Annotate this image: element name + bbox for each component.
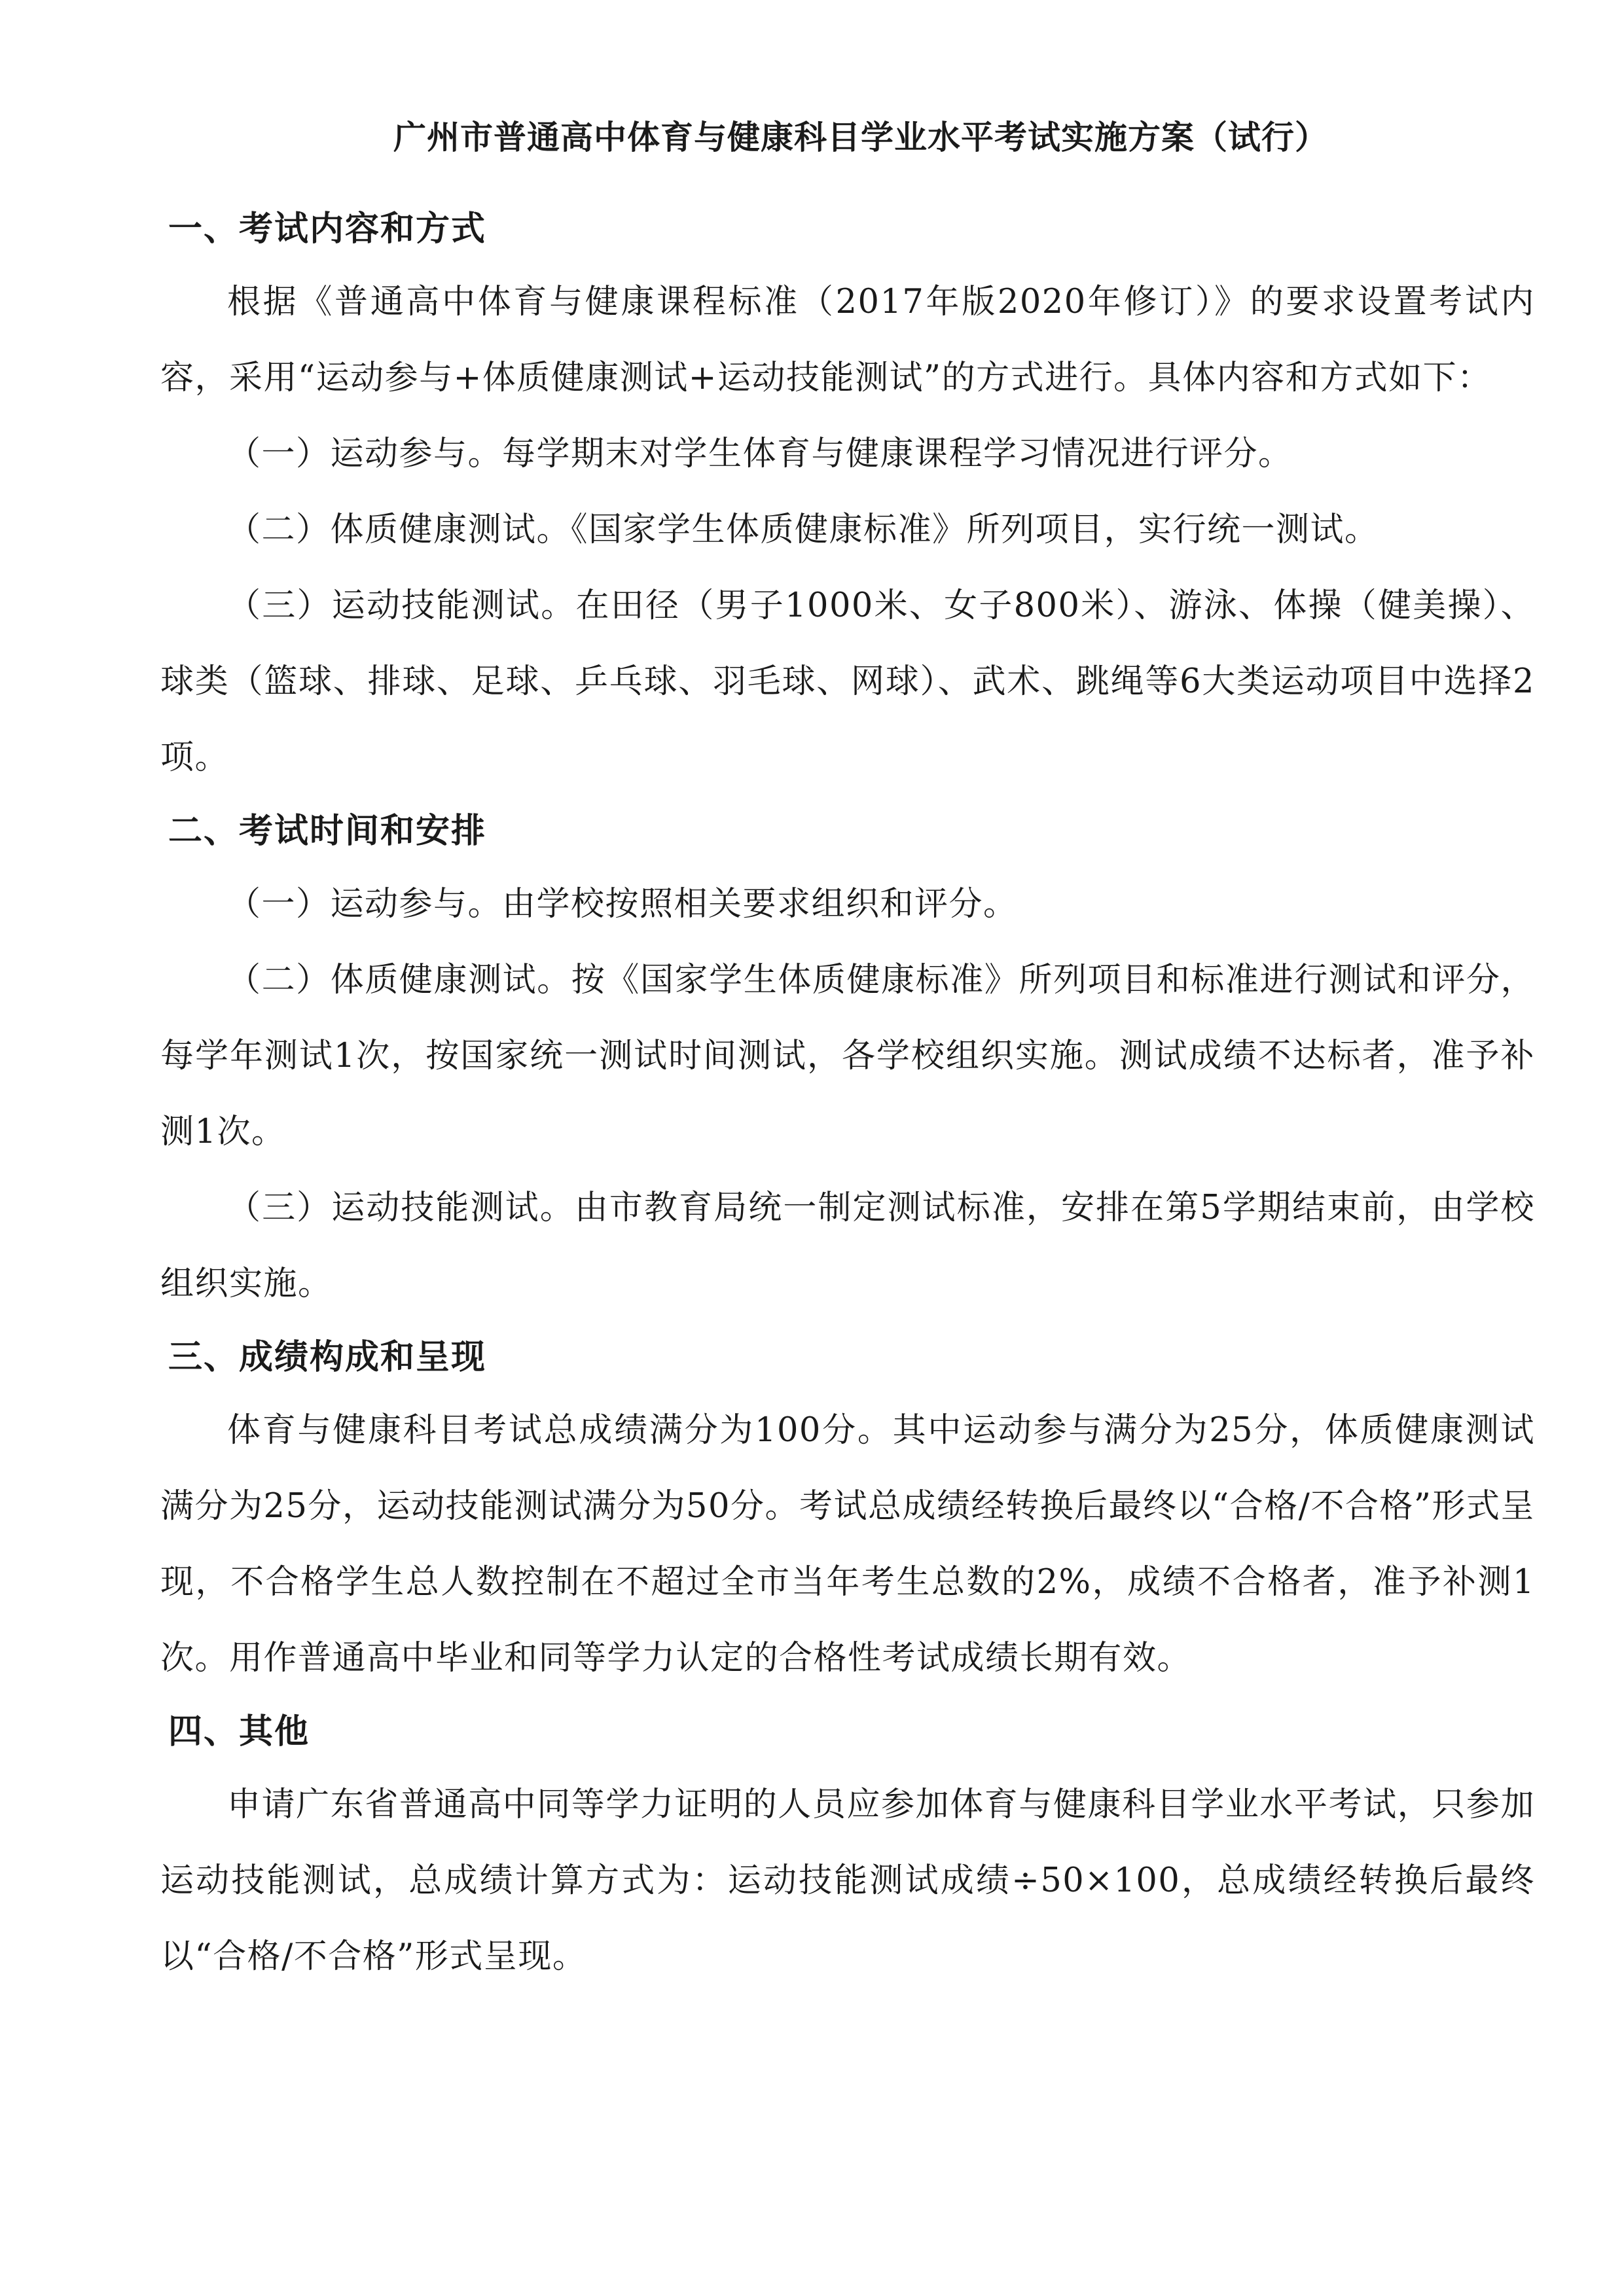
paragraph: 申请广东省普通高中同等学力证明的人员应参加体育与健康科目学业水平考试，只参加运动技能测试，总成绩计算方式为：运动技能测试成绩÷50×100，总成绩经转换后最终以“合格/不合格”形式呈现。 bbox=[160, 1785, 1535, 1976]
section-heading: 三、成绩构成和呈现 bbox=[168, 1338, 487, 1377]
list-item: （三）运动技能测试。在田径（男子1000米、女子800米）、游泳、体操（健美操）、球类（篮球、排球、足球、乒乓球、羽毛球、网球）、武术、跳绳等6大类运动项目中选择2项。 bbox=[160, 586, 1535, 777]
paragraph: 体育与健康科目考试总成绩满分为100分。其中运动参与满分为25分，体质健康测试满分为25分，运动技能测试满分为50分。考试总成绩经转换后最终以“合格/不合格”形式呈现，不合格学生总人数控制在不超过全市当年考生总数的2%，成绩不合格者，准予补测1次。用作普通高中毕业和同等学力认定的合格性考试成绩长期有效。 bbox=[160, 1411, 1535, 1677]
section-heading: 一、考试内容和方式 bbox=[168, 209, 487, 249]
list-item: （二）体质健康测试。按《国家学生体质健康标准》所列项目和标准进行测试和评分，每学年测试1次，按国家统一测试时间测试，各学校组织实施。测试成绩不达标者，准予补测1次。 bbox=[160, 961, 1535, 1151]
document-page bbox=[160, 111, 1535, 1995]
list-item: （一）运动参与。每学期末对学生体育与健康课程学习情况进行评分。 bbox=[227, 435, 1293, 473]
section-exam-schedule bbox=[160, 796, 1535, 1322]
section-score-composition bbox=[160, 1322, 1535, 1696]
document-title: 广州市普通高中体育与健康科目学业水平考试实施方案（试行） bbox=[393, 118, 1328, 156]
list-item: （一）运动参与。由学校按照相关要求组织和评分。 bbox=[227, 885, 1018, 924]
section-exam-content bbox=[160, 194, 1535, 796]
list-item: （三）运动技能测试。由市教育局统一制定测试标准，安排在第5学期结束前，由学校组织实施。 bbox=[160, 1189, 1535, 1303]
list-item: （二）体质健康测试。《国家学生体质健康标准》所列项目，实行统一测试。 bbox=[227, 511, 1379, 549]
paragraph: 根据《普通高中体育与健康课程标准（2017年版2020年修订）》的要求设置考试内容，采用“运动参与+体质健康测试+运动技能测试”的方式进行。具体内容和方式如下： bbox=[160, 283, 1535, 397]
section-heading: 四、其他 bbox=[168, 1712, 310, 1751]
section-heading: 二、考试时间和安排 bbox=[168, 812, 487, 851]
section-other bbox=[160, 1696, 1535, 1995]
